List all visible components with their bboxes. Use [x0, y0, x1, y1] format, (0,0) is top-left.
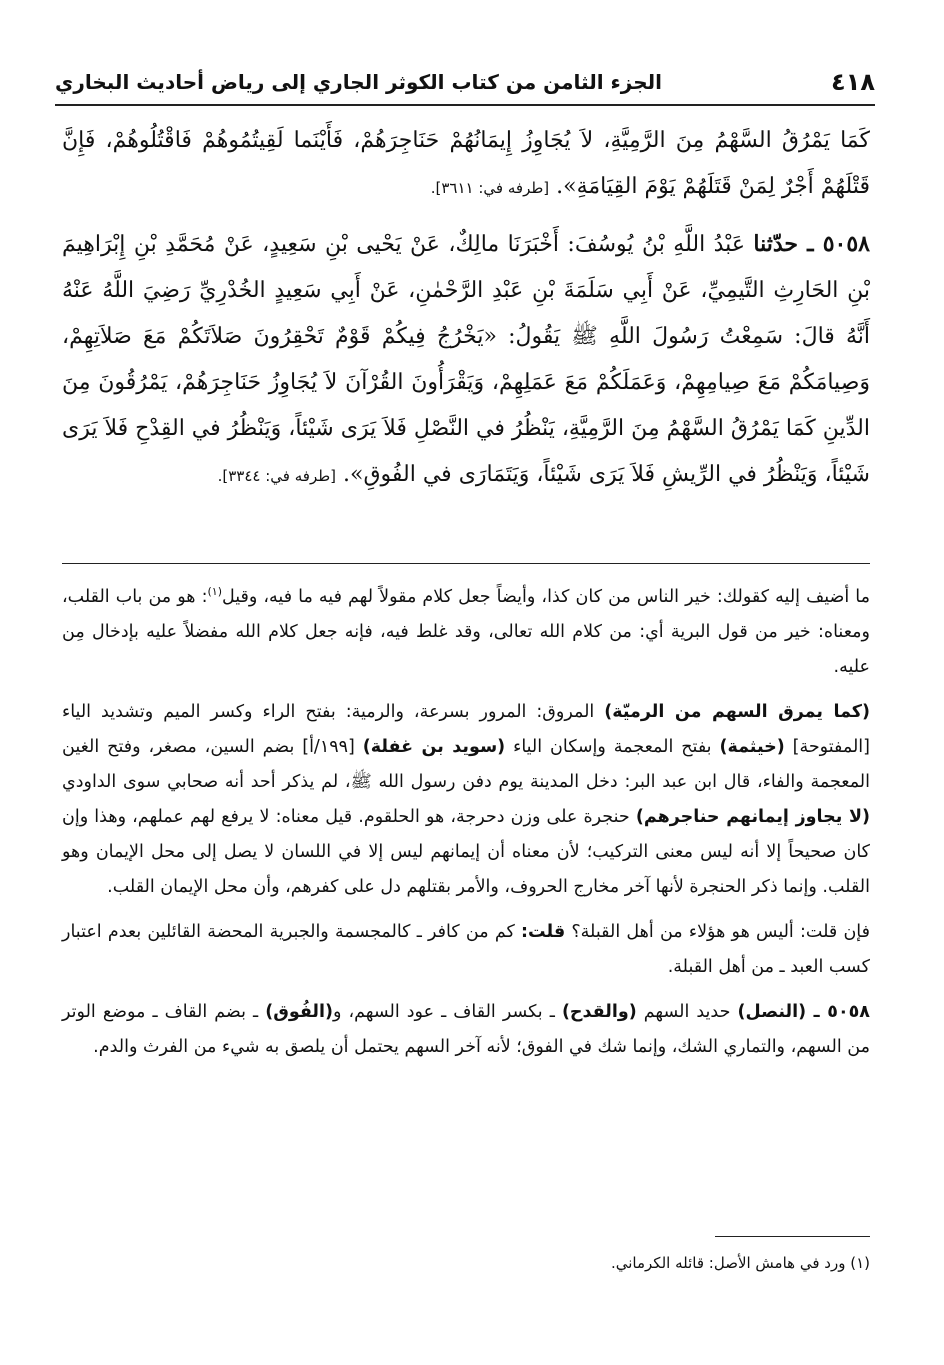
running-title: الجزء الثامن من كتاب الكوثر الجاري إلى رياض أحاديث البخاري	[55, 70, 662, 94]
commentary-text: : هو من باب القلب، ومعناه: خير من قول البرية أي: من كلام الله تعالى، وقد غلط فيه، فإنه جعل كلام الله مفضلاً عليه بإدخال مِن عليه.	[62, 586, 870, 677]
hadith-number: ٥٠٥٨ ـ حدّثنا	[753, 231, 870, 257]
commentary-paragraph	[62, 915, 870, 985]
cross-reference: [طرفه في: ٣٦١١].	[430, 179, 550, 197]
footnote-marker: (١)	[207, 585, 222, 598]
hadith-body: كَمَا يَمْرُقُ السَّهْمُ مِنَ الرَّمِيَّةِ، لاَ يُجَاوِزُ إِيمَانُهُمْ حَنَاجِرَهُمْ، فَأَيْنَما لَقِيتُمُوهُمْ فَاقْتُلُوهُمْ، فَإِنَّ قَتْلَهُمْ أَجْرٌ لِمَنْ قَتَلَهُمْ يَوْمَ القِيَامَةِ».	[62, 128, 870, 199]
hadith-paragraph	[62, 118, 870, 211]
commentary-text: فإن قلت: أليس هو هؤلاء من أهل القبلة؟	[571, 921, 870, 942]
commentary-text: حنجرة على وزن دحرجة، هو الحلقوم. قيل معناه: لا يرفع لهم عملهم، وهذا وإن كان صحيحاً إلا أنه ليس معنى التركيب؛ لأن معناه أن إيمانهم ليس إلا في اللسان لا يصل إلى محل الإيمان وهو القلب. وإنما ذكر الحنجرة لأنها آخر مخارج الحروف، والأمر بقتلهم دل على كفرهم، وأن محل الإيمان القلب.	[62, 806, 870, 897]
lemma: ٥٠٥٨ ـ (النصل)	[737, 1001, 870, 1022]
lemma: (سويد بن غفلة)	[362, 736, 506, 757]
lemma: (خيثمة)	[719, 736, 785, 757]
footnote-text: (١) ورد في هامش الأصل: قائله الكرماني.	[610, 1254, 870, 1272]
lemma: (والقدح)	[561, 1001, 637, 1022]
commentary-text: ـ بكسر القاف ـ عود السهم، و	[333, 1001, 555, 1022]
footnote-rule	[715, 1236, 870, 1237]
lemma: (لا يجاوز إيمانهم حناجرهم)	[635, 806, 870, 827]
commentary-paragraph	[62, 695, 870, 905]
commentary-text: ـ بضم القاف ـ موضع الوتر من السهم، والتماري الشك، وإنما شك في الفوق؛ لأنه آخر السهم يحتمل أن يلصق به شيء من الفرث والدم.	[62, 1001, 870, 1057]
hadith-paragraph	[62, 221, 870, 499]
cross-reference: [طرفه في: ٣٣٤٤].	[217, 467, 337, 485]
commentary-text: المروق: المرور بسرعة، والرمية: بفتح الراء وكسر الميم وتشديد الياء [المفتوحة]	[62, 701, 870, 757]
commentary-paragraph	[62, 574, 870, 685]
commentary-text: حديد السهم	[643, 1001, 731, 1022]
commentary	[62, 574, 870, 1075]
commentary-text: ما أضيف إليه كقولك: خير الناس من كان كذا، وأيضاً جعل كلام مقولاً لهم فيه ما فيه، وقيل	[221, 586, 870, 607]
lemma: قلت:	[521, 921, 566, 942]
commentary-text: [١٩٩/أ] بضم السين، مصغر، وفتح الغين المعجمة والفاء، قال ابن عبد البر: دخل المدينة يوم دفن رسول الله ﷺ، لم يذكر أحد أنه صحابي سوى الداودي	[62, 736, 870, 792]
footnote	[62, 1248, 870, 1278]
commentary-text: بفتح المعجمة وإسكان الياء	[513, 736, 712, 757]
commentary-paragraph	[62, 995, 870, 1065]
section-divider	[62, 563, 870, 564]
lemma: (كما يمرق السهم من الرميّة)	[604, 701, 870, 722]
page-header	[55, 62, 875, 102]
commentary-text: كم من كافر ـ كالمجسمة والجبرية المحضة القائلين بعدم اعتبار كسب العبد ـ من أهل القبلة.	[62, 921, 870, 977]
page-number: ٤١٨	[831, 68, 875, 96]
hadith-text	[62, 118, 870, 509]
hadith-body: عَبْدُ اللَّهِ بْنُ يُوسُفَ: أَخْبَرَنَا مالِكٌ، عَنْ يَحْيى بْنِ سَعِيدٍ، عَنْ مُحَمَّدِ بْنِ إِبْرَاهِيمَ بْنِ الحَارِثِ التَّيمِيِّ، عَنْ أَبِي سَلَمَةَ بْنِ عَبْدِ الرَّحْمٰنِ، عَنْ أَبِي سَعِيدٍ الخُدْرِيِّ رَضِيَ اللَّهُ عَنْهُ أَنَّهُ قالَ: سَمِعْتُ رَسُولَ اللَّهِ ﷺ يَقُولُ: «يَخْرُجُ فِيكُمْ قَوْمٌ تَحْقِرُونَ صَلاَتَكُمْ مَعَ صَلاَتِهِمْ، وَصِيامَكُمْ مَعَ صِيامِهِمْ، وَعَمَلَكُمْ مَعَ عَمَلِهِمْ، وَيَقْرَأُونَ القُرْآنَ لاَ يُجَاوِزُ حَنَاجِرَهُمْ، يَمْرُقُونَ مِنَ الدِّينِ كَمَا يَمْرُقُ السَّهْمُ مِنَ الرَّمِيَّةِ، يَنْظُرُ في النَّصْلِ فَلاَ يَرَى شَيْئاً، وَيَنْظُرُ في القِدْحِ فَلاَ يَرَى شَيْئاً، وَيَنْظُرُ في الرِّيشِ فَلاَ يَرَى شَيْئاً، وَيَتَمَارَى في الفُوقِ».	[62, 232, 870, 487]
lemma: (الفُوق)	[265, 1001, 333, 1022]
header-rule	[55, 104, 875, 106]
